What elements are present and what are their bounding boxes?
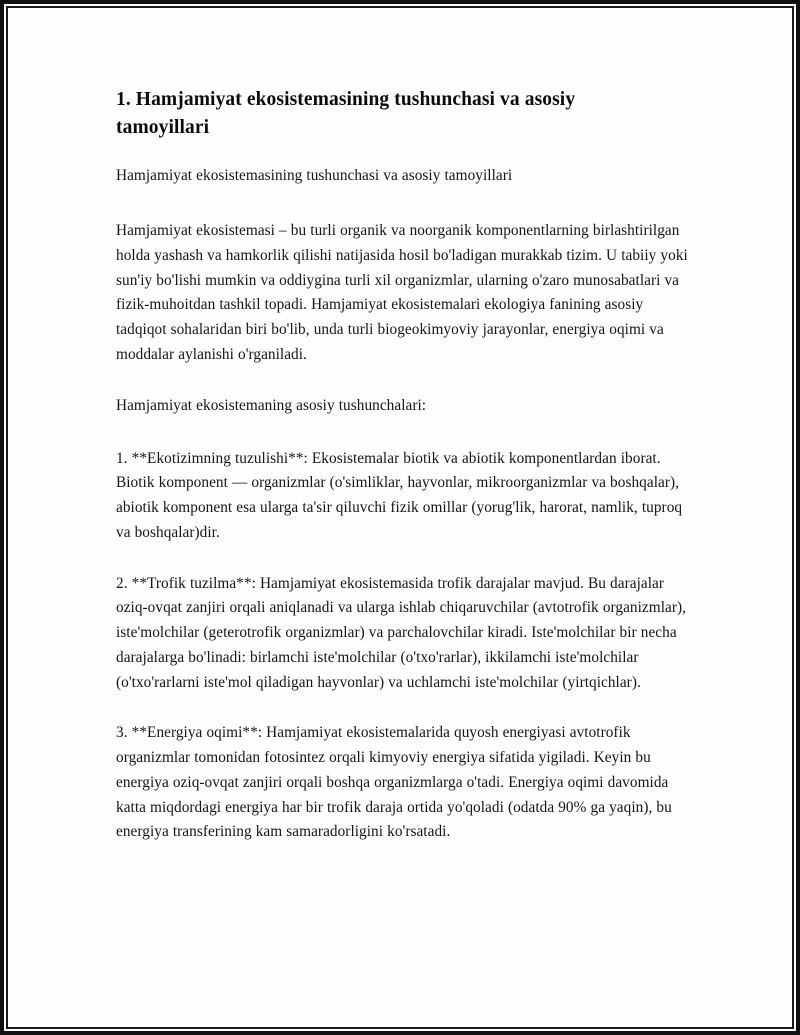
document-subtitle: Hamjamiyat ekosistemasining tushunchasi va asosiy tamoyillari — [116, 167, 513, 185]
paragraph-item-1: 1. **Ekotizimning tuzulishi**: Ekosistemalar biotik va abiotik komponentlardan iborat. Biotik komponent — organizmlar (o'simliklar, hayvonlar, mikroorganizmlar va boshqalar), abiotik komponent esa ularga ta'sir qiluvchi fizik omillar (yorug'lik, harorat, namlik, tuproq va boshqalar)dir. — [116, 449, 683, 541]
page-frame-gutter — [4, 4, 796, 1031]
document-body — [8, 8, 792, 845]
page-title: 1. Hamjamiyat ekosistemasining tushunchasi va asosiy tamoyillari — [116, 89, 576, 138]
paragraph-definition: Hamjamiyat ekosistemasi – bu turli organik va noorganik komponentlarning birlashtirilgan holda yashash va hamkorlik qilishi natijasida hosil bo'ladigan murakkab tizim. U tabiiy yoki sun'iy bo'lishi mumkin va oddiygina turli xil organizmlar, ularning o'zaro munosabatlari va fizik-muhoitdan tashkil topadi. Hamjamiyat ekosistemalari ekologiya fanining asosiy tadqiqot sohalaridan biri bo'lib, unda turli biogeokimyoviy jarayonlar, energiya oqimi va moddalar aylanishi o'rganiladi. — [116, 222, 688, 363]
page-inner-rule — [6, 6, 794, 1029]
paragraph-lead-in: Hamjamiyat ekosistemaning asosiy tushunchalari: — [116, 396, 427, 414]
paragraph-item-3: 3. **Energiya oqimi**: Hamjamiyat ekosistemalarida quyosh energiyasi avtotrofik organizmlar tomonidan fotosintez orqali kimyoviy energiya sifatida yigiladi. Keyin bu energiya oziq-ovqat zanjiri orqali boshqa organizmlarga o'tadi. Energiya oqimi davomida katta miqdordagi energiya har bir trofik daraja ortida yo'qoladi (odatda 90% ga yaqin), bu energiya transferining kam samaradorligini ko'rsatadi. — [116, 724, 672, 841]
document-page — [8, 8, 792, 1027]
paragraph-item-2: 2. **Trofik tuzilma**: Hamjamiyat ekosistemasida trofik darajalar mavjud. Bu darajalar oziq-ovqat zanjiri orqali aniqlanadi va ularga ishlab chiqaruvchilar (avtotrofik organizmlar), iste'molchilar (geterotrofik organizmlar) va parchalovchilar kiradi. Iste'molchilar bir necha darajalarga bo'linadi: birlamchi iste'molchilar (o'txo'rarlar), ikkilamchi iste'molchilar (o'txo'rarlarni iste'mol qiladigan hayvonlar) va uchlamchi iste'molchilar (yirtqichlar). — [116, 574, 687, 691]
